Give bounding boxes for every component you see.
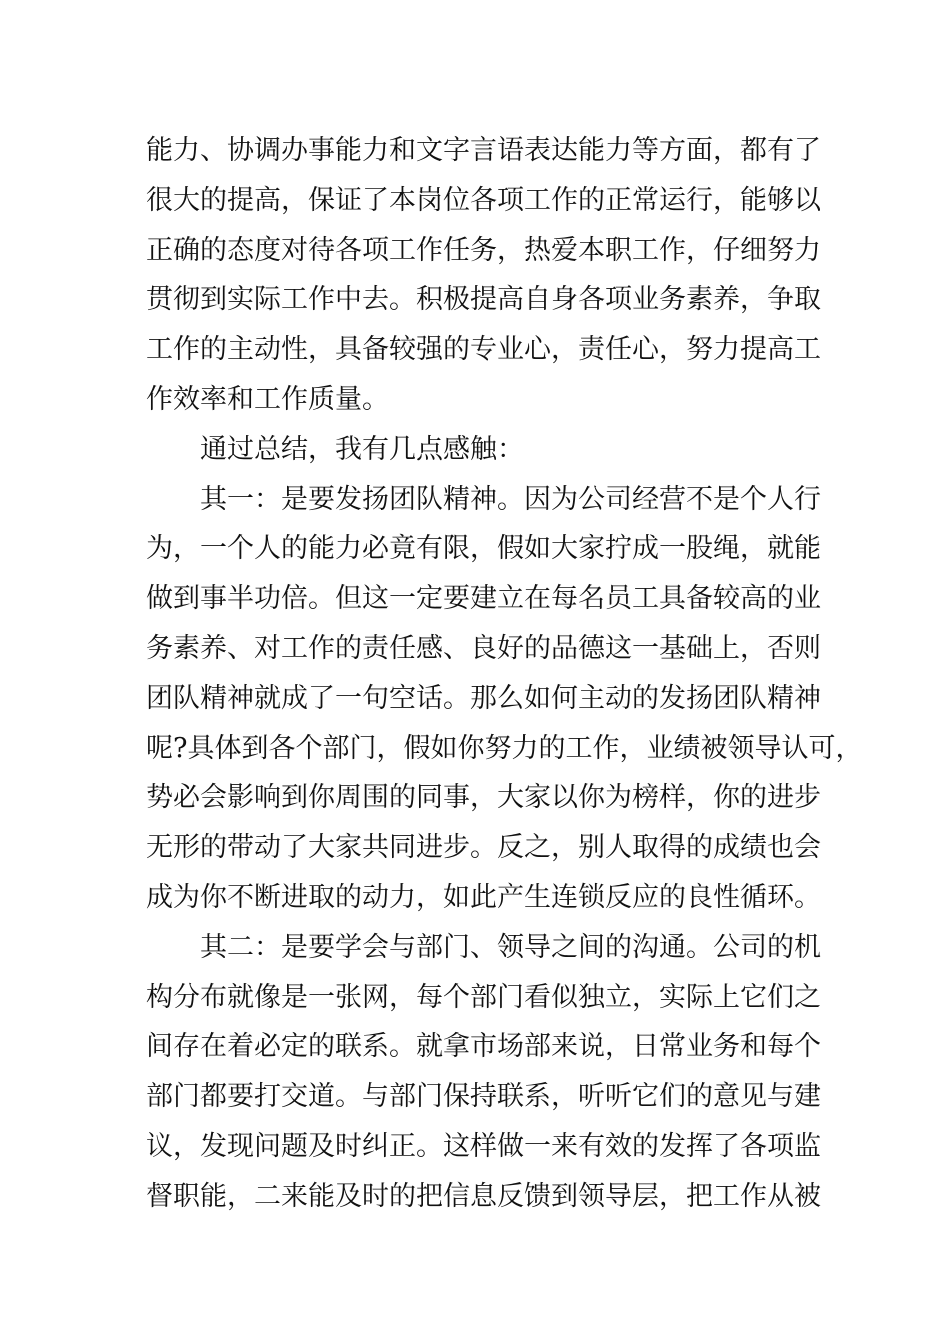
text-line: 构分布就像是一张网，每个部门看似独立，实际上它们之 [146,981,821,1013]
text-line: 督职能，二来能及时的把信息反馈到领导层，把工作从被 [146,1180,821,1212]
text-line: 其二：是要学会与部门、领导之间的沟通。公司的机 [146,931,821,963]
text-line: 做到事半功倍。但这一定要建立在每名员工具备较高的业 [146,583,821,615]
text-line: 呢?具体到各个部门，假如你努力的工作，业绩被领导认可， [146,732,863,764]
text-line: 很大的提高，保证了本岗位各项工作的正常运行，能够以 [146,184,821,216]
text-line: 正确的态度对待各项工作任务，热爱本职工作，仔细努力 [146,234,821,266]
text-line: 务素养、对工作的责任感、良好的品德这一基础上，否则 [146,632,821,664]
text-line: 作效率和工作质量。 [146,383,389,415]
text-line: 无形的带动了大家共同进步。反之，别人取得的成绩也会 [146,832,821,864]
text-line: 成为你不断进取的动力，如此产生连锁反应的良性循环。 [146,881,821,913]
text-line: 间存在着必定的联系。就拿市场部来说，日常业务和每个 [146,1031,821,1063]
text-line: 贯彻到实际工作中去。积极提高自身各项业务素养，争取 [146,284,821,316]
text-line: 为，一个人的能力必竟有限，假如大家拧成一股绳，就能 [146,533,821,565]
text-line: 其一：是要发扬团队精神。因为公司经营不是个人行 [146,483,821,515]
text-line: 通过总结，我有几点感触： [146,433,524,465]
text-line: 势必会影响到你周围的同事，大家以你为榜样，你的进步 [146,782,821,814]
text-line: 能力、协调办事能力和文字言语表达能力等方面，都有了 [146,135,821,166]
document-body [146,126,863,1222]
text-line: 工作的主动性，具备较强的专业心，责任心，努力提高工 [146,334,821,366]
text-line: 议，发现问题及时纠正。这样做一来有效的发挥了各项监 [146,1130,821,1162]
text-line: 部门都要打交道。与部门保持联系，听听它们的意见与建 [146,1081,821,1113]
text-line: 团队精神就成了一句空话。那么如何主动的发扬团队精神 [146,682,821,714]
